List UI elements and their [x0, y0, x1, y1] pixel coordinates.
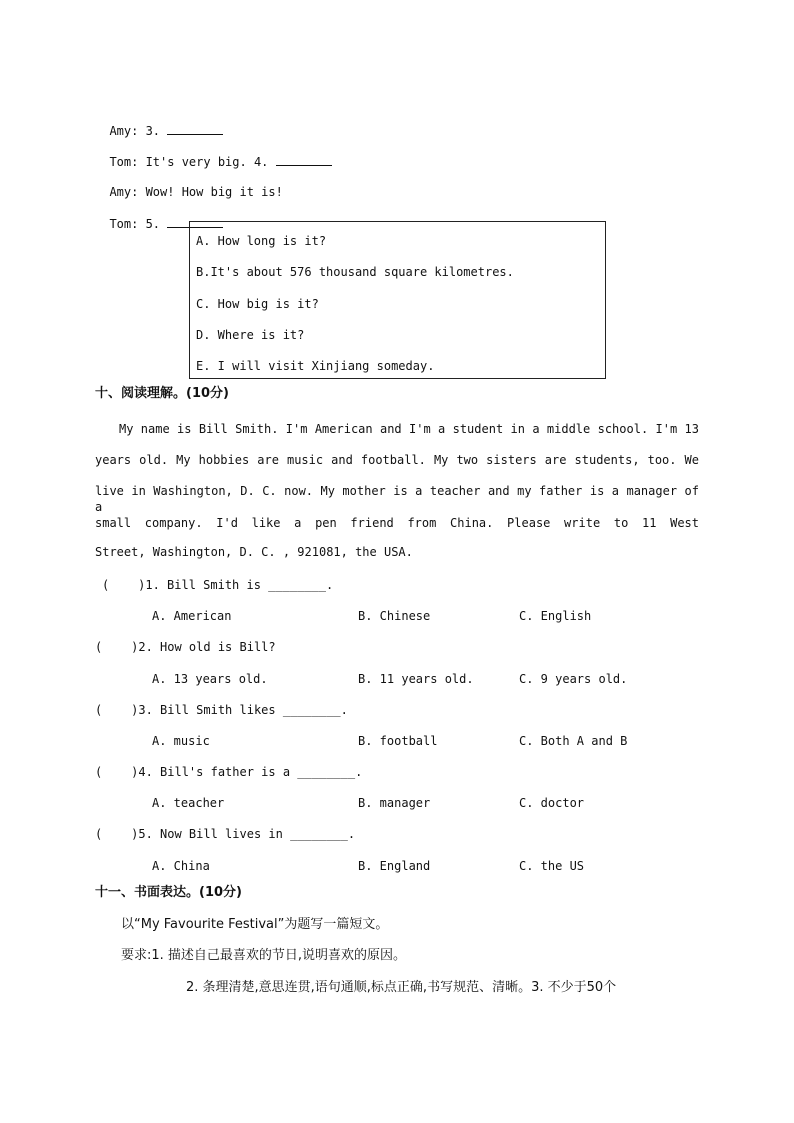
question-4: ( )4. Bill's father is a ________.	[95, 765, 363, 779]
passage-line-1: My name is Bill Smith. I'm American and I'm a student in a middle school. I'm 13	[119, 422, 699, 436]
q3-option-b[interactable]: B. football	[358, 734, 438, 748]
q2-option-c[interactable]: C. 9 years old.	[519, 672, 628, 686]
section-10-title: 十、阅读理解。(10分)	[95, 386, 229, 401]
speaker: Tom:	[109, 155, 139, 169]
q1-option-c[interactable]: C. English	[519, 609, 592, 623]
q5-option-a[interactable]: A. China	[152, 859, 210, 873]
q5-option-c[interactable]: C. the US	[519, 859, 585, 873]
option-a: A. How long is it?	[196, 234, 327, 248]
speaker: Amy:	[109, 124, 139, 138]
answer-blank[interactable]	[167, 122, 223, 135]
question-2: ( )2. How old is Bill?	[95, 640, 276, 654]
dialogue-line-1	[95, 106, 223, 139]
dialogue-text: 3.	[138, 124, 168, 138]
question-3: ( )3. Bill Smith likes ________.	[95, 703, 348, 717]
q4-option-b[interactable]: B. manager	[358, 796, 431, 810]
q5-option-b[interactable]: B. England	[358, 859, 431, 873]
passage-line-2: years old. My hobbies are music and football. My two sisters are students, too. We	[95, 453, 699, 467]
passage-line-5: Street, Washington, D. C. , 921081, the USA.	[95, 545, 413, 559]
option-d: D. Where is it?	[196, 328, 305, 342]
question-5: ( )5. Now Bill lives in ________.	[95, 827, 356, 841]
question-1: ( )1. Bill Smith is ________.	[102, 578, 334, 592]
dialogue-text: Wow! How big it is!	[138, 185, 283, 199]
dialogue-line-3	[95, 168, 283, 200]
speaker: Amy:	[109, 185, 139, 199]
q1-option-b[interactable]: B. Chinese	[358, 609, 431, 623]
q2-option-a[interactable]: A. 13 years old.	[152, 672, 268, 686]
option-c: C. How big is it?	[196, 297, 319, 311]
q2-option-b[interactable]: B. 11 years old.	[358, 672, 474, 686]
q1-option-a[interactable]: A. American	[152, 609, 232, 623]
q4-option-c[interactable]: C. doctor	[519, 796, 585, 810]
passage-line-4: small company. I'd like a pen friend from China. Please write to 11 West	[95, 516, 699, 530]
requirement-1: 要求:1. 描述自己最喜欢的节日,说明喜欢的原因。	[121, 948, 407, 963]
option-b: B.It's about 576 thousand square kilometres.	[196, 265, 514, 279]
passage-line-3: live in Washington, D. C. now. My mother is a teacher and my father is a manager of a	[95, 484, 699, 514]
q3-option-c[interactable]: C. Both A and B	[519, 734, 628, 748]
speaker: Tom:	[109, 217, 139, 231]
dialogue-text: 5.	[138, 217, 168, 231]
dialogue-text: It's very big. 4.	[138, 155, 276, 169]
q3-option-a[interactable]: A. music	[152, 734, 210, 748]
q4-option-a[interactable]: A. teacher	[152, 796, 225, 810]
option-e: E. I will visit Xinjiang someday.	[196, 359, 435, 373]
section-11-title: 十一、书面表达。(10分)	[95, 885, 242, 900]
writing-prompt: 以“My Favourite Festival”为题写一篇短文。	[121, 917, 389, 932]
answer-blank[interactable]	[276, 153, 332, 166]
dialogue-line-2	[95, 137, 332, 170]
requirement-2: 2. 条理清楚,意思连贯,语句通顺,标点正确,书写规范、清晰。3. 不少于50个	[186, 980, 617, 995]
